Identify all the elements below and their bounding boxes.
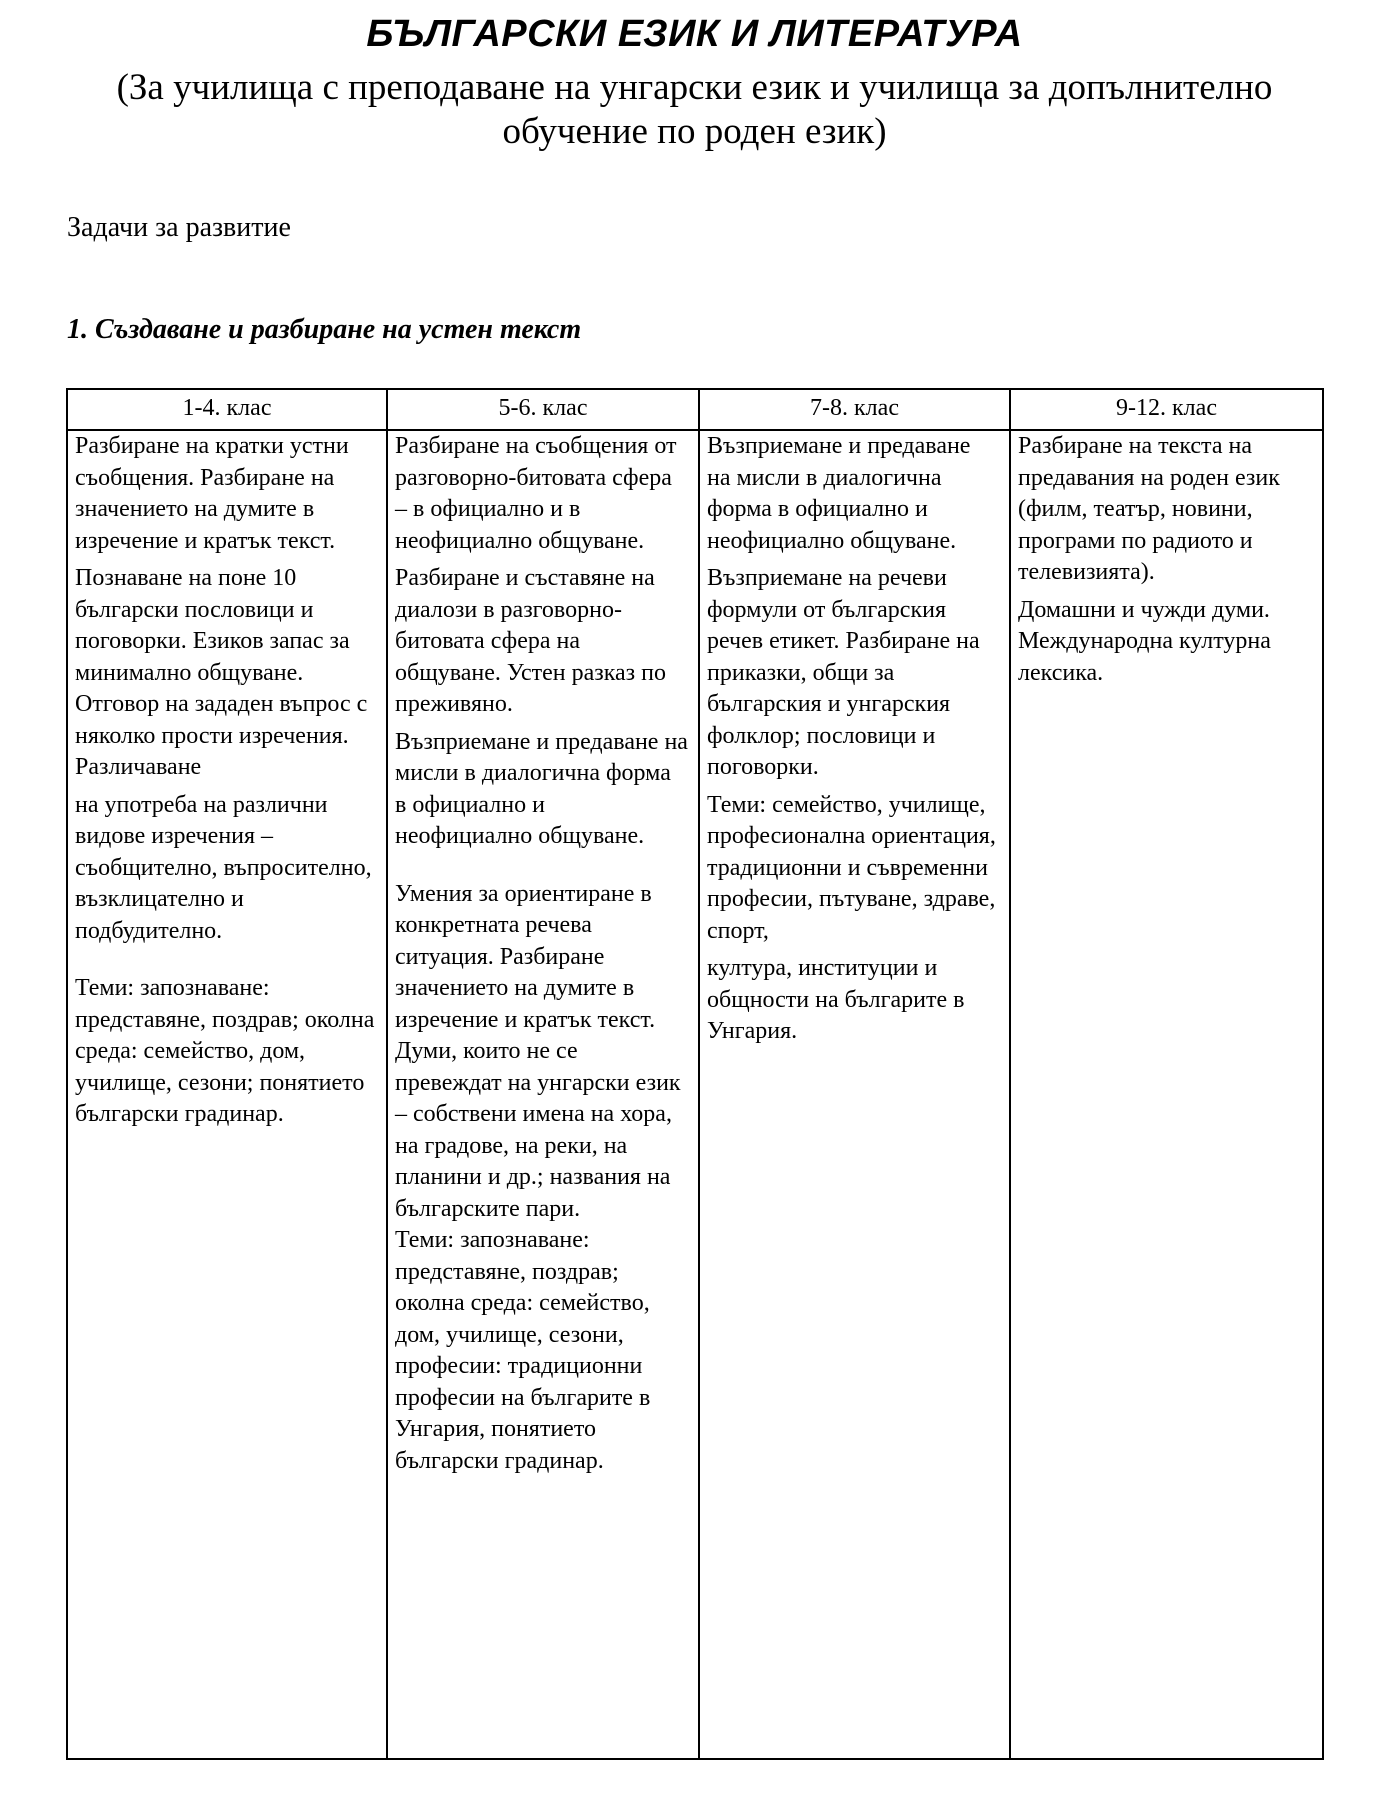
curriculum-table (66, 388, 1324, 1760)
cell-grade-5-6 (387, 430, 699, 1759)
header-grade-9-12: 9-12. клас (1010, 389, 1323, 430)
header-grade-1-4: 1-4. клас (67, 389, 387, 430)
paragraph: на употреба на различни видове изречения – съобщително, въпросително, възклицателно и подбудително. (75, 791, 372, 944)
paragraph: Разбиране на съобщения от разговорно-битовата сфера – в официално и в неофициално общуване. (395, 433, 677, 554)
document-subtitle: (За училища с преподаване на унгарски език и училища за допълнително обучение по роден език) (116, 67, 1273, 152)
paragraph: Теми: запознаване: представяне, поздрав; околна среда: семейство, дом, училище, сезони; понятието български градинар. (75, 975, 375, 1127)
paragraph: Домашни и чужди думи. Международна културна лексика. (1018, 596, 1271, 686)
section-heading: 1. Създаване и разбиране на устен текст (67, 314, 582, 345)
paragraph: Разбиране на кратки устни съобщения. Разбиране на значението на думите в изречение и кратък текст. (75, 433, 349, 554)
paragraph: Разбиране и съставяне на диалози в разговорно-битовата сфера на общуване. Устен разказ по преживяно. (395, 565, 667, 717)
cell-grade-7-8 (699, 430, 1010, 1759)
intro-text: Задачи за развитие (67, 212, 291, 243)
document-title: БЪЛГАРСКИ ЕЗИК И ЛИТЕРАТУРА (366, 13, 1023, 55)
cell-grade-9-12 (1010, 430, 1323, 1759)
table-row (67, 430, 1323, 1759)
paragraph: Разбиране на текста на предавания на роден език (филм, театър, новини, програми по радиото и телевизията). (1018, 433, 1280, 585)
paragraph: Умения за ориентиране в конкретната речева ситуация. Разбиране значението на думите в изречение и кратък текст. Думи, които не се превеждат на унгарски език – собствени имена на хора, на градове, на реки, на планини и др.; названия на българските пари. (395, 880, 681, 1222)
table-header-row (67, 389, 1323, 430)
paragraph: Възприемане и предаване на мисли в диалогична форма в официално и неофициално общуване. (707, 433, 971, 554)
paragraph: Теми: семейство, училище, професионална ориентация, традиционни и съвременни професии, пътуване, здраве, спорт, (707, 791, 996, 944)
header-grade-5-6: 5-6. клас (387, 389, 699, 430)
paragraph: Познаване на поне 10 български пословици и поговорки. Езиков запас за минимално общуване. Отговор на зададен въпрос с няколко прости изречения. Различаване (75, 565, 368, 780)
paragraph: Теми: запознаване: представяне, поздрав; околна среда: семейство, дом, училище, сезони, професии: традиционни професии на българите в Унгария, понятието български градинар. (395, 1227, 651, 1474)
paragraph: култура, институции и общности на българите в Унгария. (707, 955, 965, 1044)
paragraph: Възприемане и предаване на мисли в диалогична форма в официално и неофициално общуване. (395, 728, 688, 849)
cell-grade-1-4 (67, 430, 387, 1759)
paragraph: Възприемане на речеви формули от българския речев етикет. Разбиране на приказки, общи за българския и унгарския фолклор; пословици и поговорки. (707, 565, 980, 780)
header-grade-7-8: 7-8. клас (699, 389, 1010, 430)
